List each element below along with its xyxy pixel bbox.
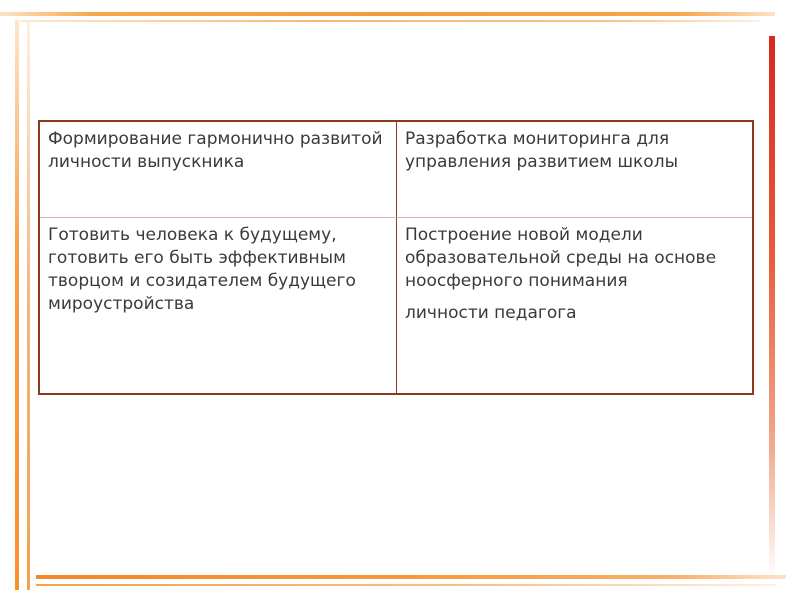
table-cell-r2-c1 [40, 218, 397, 393]
cell-text: Построение новой модели образовательной среды на основе ноосферного понимания [405, 225, 717, 291]
table-cell-r1-c2 [397, 122, 752, 218]
left-decorative-line [27, 22, 30, 590]
right-decorative-bar [769, 36, 775, 580]
table-cell-r1-c1 [40, 122, 397, 218]
content-table [38, 120, 754, 395]
cell-text: Формирование гармонично развитой личности выпускника [48, 129, 383, 172]
bottom-decorative-bar [36, 575, 786, 579]
cell-text: Разработка мониторинга для управления развитием школы [405, 129, 678, 172]
left-decorative-bar [15, 20, 19, 590]
top-decorative-line [20, 20, 760, 22]
bottom-decorative-line [36, 584, 776, 586]
cell-text: Готовить человека к будущему, готовить его быть эффективным творцом и созидателем будущего мироустройства [48, 225, 356, 314]
cell-text: личности педагога [405, 303, 577, 323]
top-decorative-bar [0, 12, 775, 16]
table-cell-r2-c2 [397, 218, 752, 393]
